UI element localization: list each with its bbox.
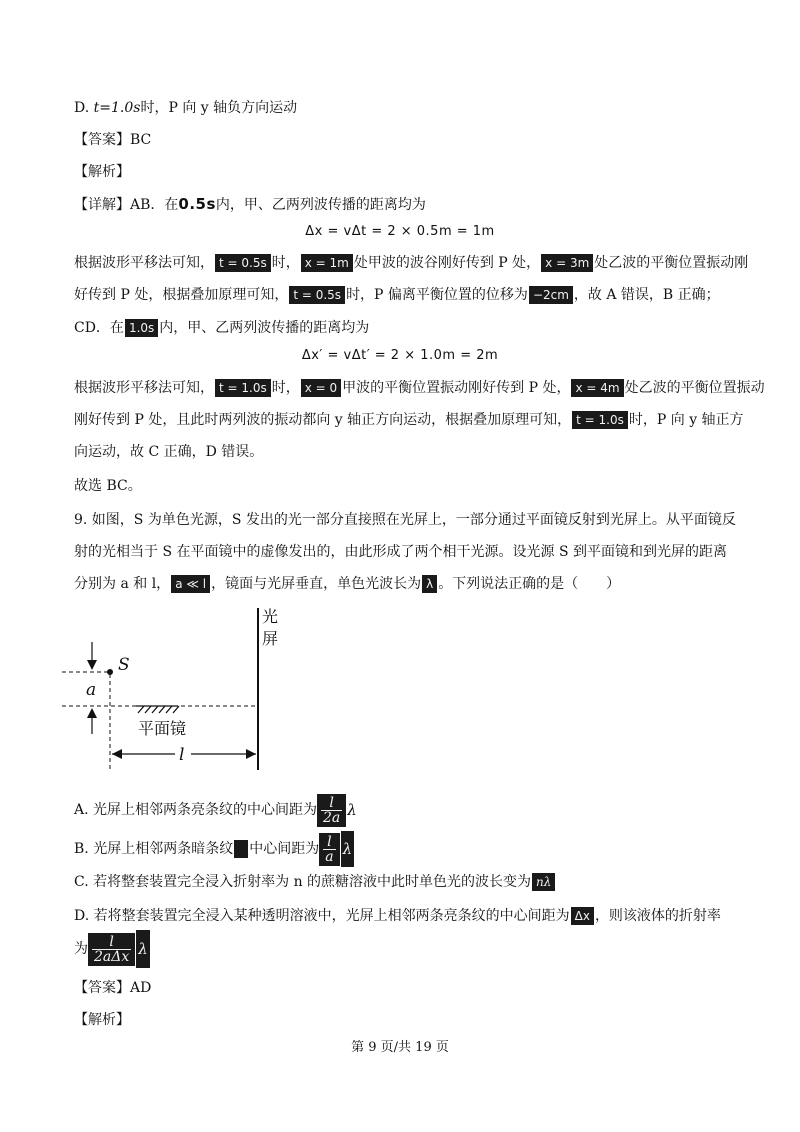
answer-label-1: 【答案】BC bbox=[74, 132, 152, 148]
arrow-up-icon bbox=[87, 708, 97, 718]
option-d-line-1 bbox=[74, 906, 721, 926]
formula-image: x = 1m bbox=[301, 254, 353, 272]
text: 。下列说法正确的是（ ） bbox=[438, 576, 621, 592]
detail-line-3 bbox=[74, 253, 748, 273]
a-label: a bbox=[86, 680, 97, 700]
analysis-label-1: 【解析】 bbox=[74, 164, 130, 180]
text: ，故 A 错误，B 正确； bbox=[573, 287, 720, 303]
option-label: D. bbox=[74, 100, 94, 116]
formula-image: t = 0.5s bbox=[289, 286, 345, 304]
detail-line-6 bbox=[74, 378, 765, 398]
text: 甲波的平衡位置振动刚好传到 P 处， bbox=[342, 380, 571, 396]
lambda: λ bbox=[341, 831, 355, 867]
option-b bbox=[74, 832, 354, 866]
text: CD．在 bbox=[74, 320, 124, 336]
detail-line-9: 故选 BC。 bbox=[74, 478, 142, 494]
formula-image: x = 3m bbox=[541, 254, 593, 272]
equation-1: Δx = vΔt = 2 × 0.5m = 1m bbox=[305, 224, 495, 239]
formula-image: t = 1.0s bbox=[572, 411, 628, 429]
formula-image: Δx bbox=[571, 907, 594, 925]
option-d-prev bbox=[74, 98, 297, 118]
detail-line-1 bbox=[74, 194, 426, 215]
option-d-line-2 bbox=[74, 928, 150, 970]
formula-image: 1.0s bbox=[125, 319, 158, 337]
text: 时，P 向 y 轴正方 bbox=[628, 412, 744, 428]
text: C. 若将整套装置完全浸入折射率为 n 的蔗糖溶液中此时单色光的波长变为 bbox=[74, 874, 532, 890]
option-c bbox=[74, 872, 556, 892]
text: 时，P 偏离平衡位置的位移为 bbox=[346, 287, 528, 303]
screen-label-1: 光 bbox=[262, 607, 279, 626]
text: 处乙波的平衡位置振动刚 bbox=[594, 255, 749, 271]
text: ，镜面与光屏垂直，单色光波长为 bbox=[211, 576, 422, 592]
text: 时， bbox=[271, 255, 300, 271]
formula-image bbox=[319, 831, 354, 867]
arrow-left-icon bbox=[112, 749, 122, 759]
frac-num: l bbox=[321, 796, 342, 811]
text: 根据波形平移法可知， bbox=[74, 380, 214, 396]
blank-image bbox=[234, 840, 248, 858]
text: A. 光屏上相邻两条亮条纹的中心间距为 bbox=[74, 802, 318, 818]
l-label: l bbox=[179, 745, 185, 765]
option-text: 时，P 向 y 轴负方向运动 bbox=[140, 100, 298, 116]
text: 处乙波的平衡位置振动 bbox=[624, 380, 765, 396]
formula-image: t = 1.0s bbox=[215, 379, 271, 397]
time-expr: t=1.0s bbox=[93, 100, 141, 116]
text: 时， bbox=[271, 380, 300, 396]
screen-label-2: 屏 bbox=[262, 629, 279, 648]
frac-den: 2aΔx bbox=[94, 948, 130, 965]
text: 内，甲、乙两列波传播的距离均为 bbox=[215, 197, 426, 213]
text: 好传到 P 处，根据叠加原理可知， bbox=[74, 287, 289, 303]
text: ，则该液体的折射率 bbox=[594, 908, 721, 924]
frac-den: 2a bbox=[323, 809, 341, 826]
formula-image: x = 0 bbox=[301, 379, 341, 397]
equation-2: Δx′ = vΔt′ = 2 × 1.0m = 2m bbox=[301, 348, 499, 363]
text: 处甲波的波谷刚好传到 P 处， bbox=[353, 255, 541, 271]
frac-num: l bbox=[92, 935, 131, 950]
text: 根据波形平移法可知， bbox=[74, 255, 214, 271]
detail-line-4 bbox=[74, 285, 720, 305]
lambda: λ bbox=[347, 801, 357, 819]
q9-line-3 bbox=[74, 574, 620, 594]
lambda: λ bbox=[136, 930, 150, 968]
source-label: S bbox=[118, 655, 130, 675]
text: 【详解】AB．在 bbox=[74, 197, 179, 213]
arrow-right-icon bbox=[246, 749, 256, 759]
text: 为 bbox=[74, 941, 88, 957]
mirror-label: 平面镜 bbox=[138, 719, 187, 738]
formula-image: x = 4m bbox=[571, 379, 623, 397]
text: B. 光屏上相邻两条暗条纹 bbox=[74, 841, 234, 857]
q9-line-1: 9. 如图，S 为单色光源，S 发出的光一部分直接照在光屏上，一部分通过平面镜反射到光屏上。从平面镜反 bbox=[74, 512, 736, 528]
text: D. 若将整套装置完全浸入某种透明溶液中，光屏上相邻两条亮条纹的中心间距为 bbox=[74, 908, 570, 924]
q9-line-2: 射的光相当于 S 在平面镜中的虚像发出的，由此形成了两个相干光源。设光源 S 到平面镜和到光屏的距离 bbox=[74, 544, 727, 560]
text: 分别为 a 和 l， bbox=[74, 576, 171, 592]
option-a bbox=[74, 790, 357, 830]
detail-line-8: 向运动，故 C 正确，D 错误。 bbox=[74, 444, 264, 460]
analysis-label-2: 【解析】 bbox=[74, 1012, 130, 1028]
formula-image bbox=[88, 930, 150, 968]
text: 刚好传到 P 处，且此时两列波的振动都向 y 轴正方向运动，根据叠加原理可知， bbox=[74, 412, 572, 428]
formula-image: nλ bbox=[532, 873, 555, 891]
formula-image: a ≪ l bbox=[171, 575, 210, 593]
mirror-hatch bbox=[136, 706, 179, 713]
frac-num: l bbox=[323, 835, 335, 850]
mirror-interference-figure bbox=[60, 600, 320, 780]
page-footer: 第 9 页/共 19 页 bbox=[351, 1040, 449, 1055]
frac-den: a bbox=[325, 848, 334, 865]
formula-image: −2cm bbox=[529, 286, 573, 304]
time-value: 0.5s bbox=[178, 195, 216, 213]
arrow-down-icon bbox=[87, 660, 97, 670]
formula-image: t = 0.5s bbox=[215, 254, 271, 272]
formula-image bbox=[317, 794, 357, 827]
detail-line-7 bbox=[74, 410, 744, 430]
text: 中心间距为 bbox=[249, 841, 320, 857]
formula-image: λ bbox=[422, 575, 437, 593]
answer-label-2: 【答案】AD bbox=[74, 980, 152, 996]
text: 内，甲、乙两列波传播的距离均为 bbox=[159, 320, 370, 336]
detail-line-5 bbox=[74, 318, 369, 338]
